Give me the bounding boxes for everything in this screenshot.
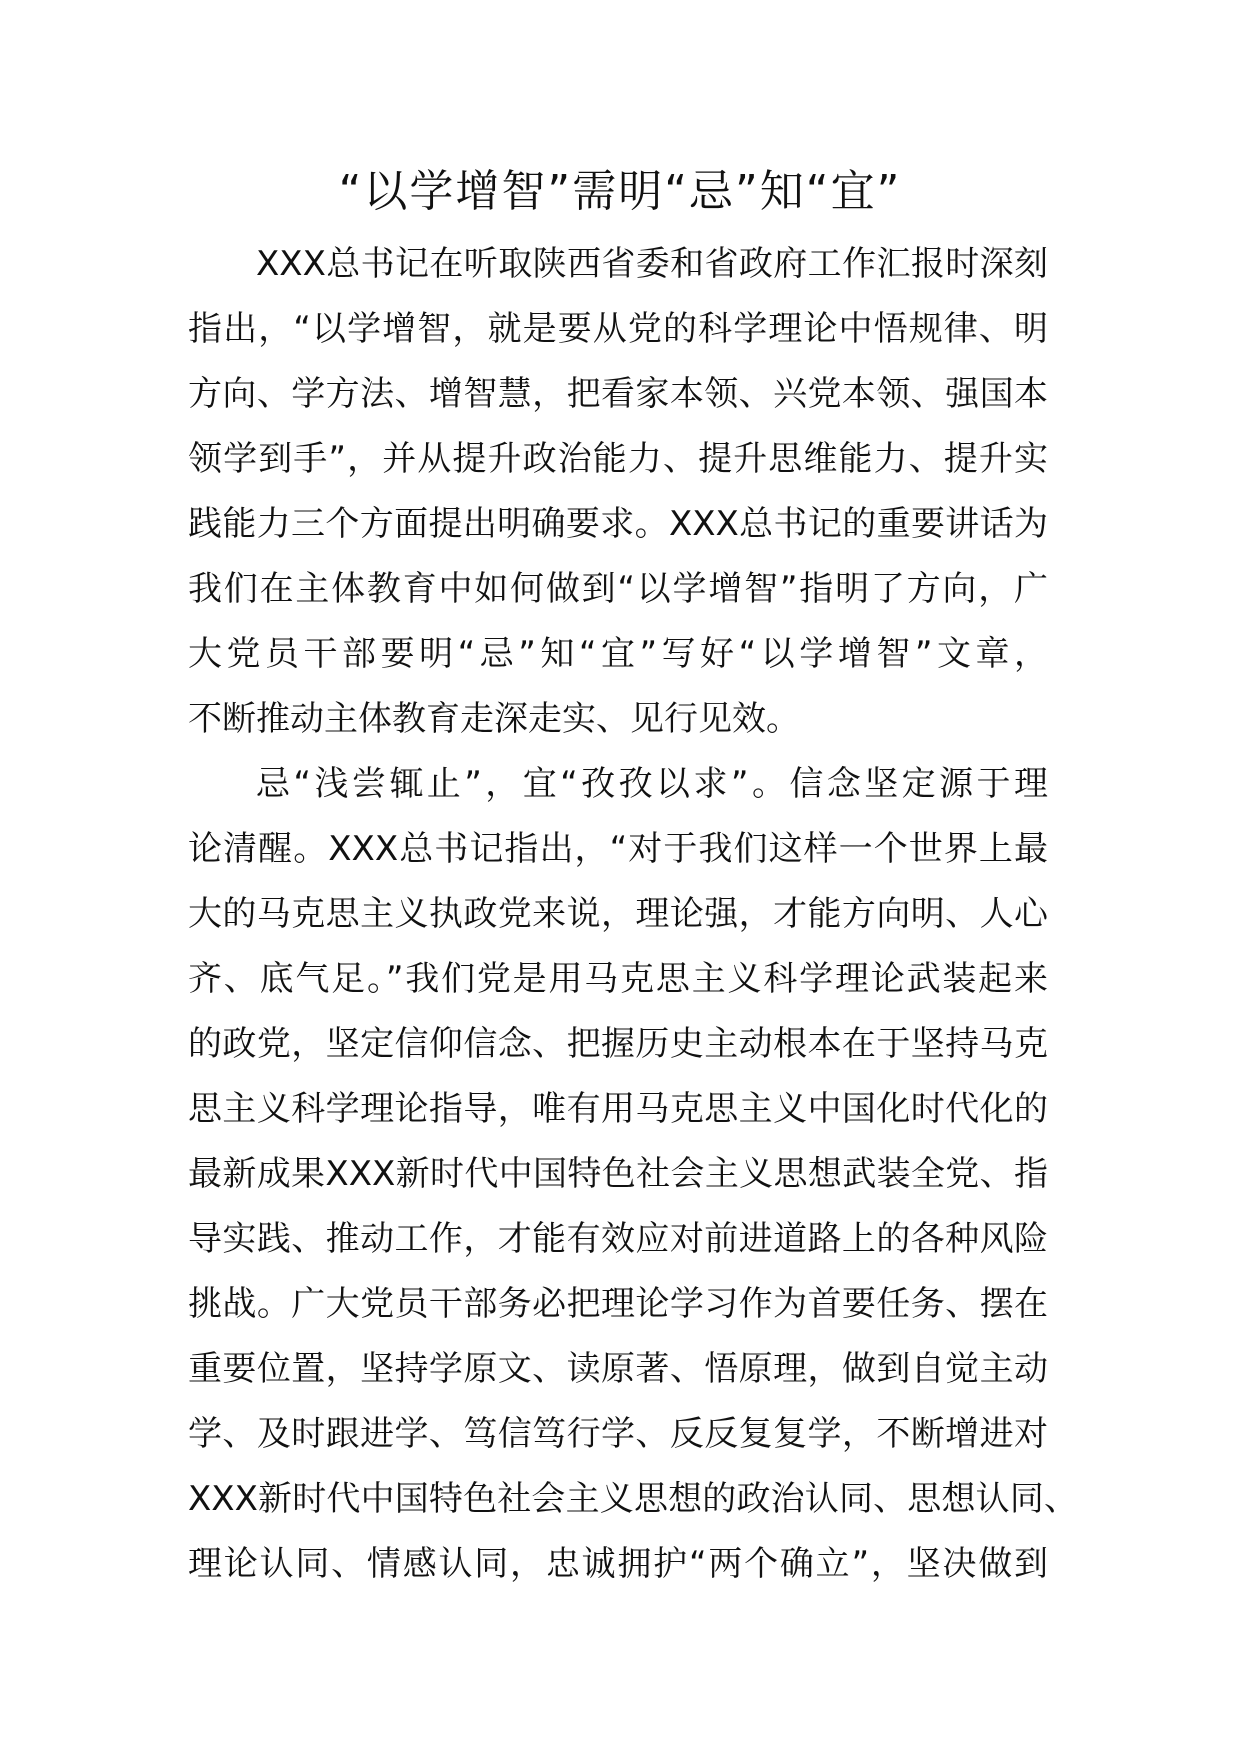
text-line: 忌“浅尝辄止”，宜“孜孜以求”。信念坚定源于理 <box>256 764 1048 804</box>
text-line: XXX新时代中国特色社会主义思想的政治认同、思想认同、 <box>188 1479 1078 1519</box>
text-line: 最新成果XXX新时代中国特色社会主义思想武装全党、指 <box>188 1154 1048 1194</box>
text-line: 导实践、推动工作，才能有效应对前进道路上的各种风险 <box>188 1219 1048 1259</box>
text-line: 方向、学方法、增智慧，把看家本领、兴党本领、强国本 <box>188 374 1048 414</box>
document-title: “以学增智”需明“忌”知“宜” <box>338 166 902 217</box>
text-line: 学、及时跟进学、笃信笃行学、反反复复学，不断增进对 <box>188 1414 1048 1454</box>
text-line: 践能力三个方面提出明确要求。XXX总书记的重要讲话为 <box>188 504 1048 544</box>
text-line: XXX总书记在听取陕西省委和省政府工作汇报时深刻 <box>256 244 1048 284</box>
text-line: 齐、底气足。”我们党是用马克思主义科学理论武装起来 <box>188 959 1048 999</box>
text-line: 领学到手”，并从提升政治能力、提升思维能力、提升实 <box>188 439 1048 479</box>
paragraph-1 <box>188 232 1048 752</box>
document-body <box>188 232 1078 1597</box>
text-line: 我们在主体教育中如何做到“以学增智”指明了方向，广 <box>188 569 1048 609</box>
text-line: 不断推动主体教育走深走实、见行见效。 <box>188 699 800 739</box>
text-line: 指出，“以学增智，就是要从党的科学理论中悟规律、明 <box>188 309 1048 349</box>
text-line: 的政党，坚定信仰信念、把握历史主动根本在于坚持马克 <box>188 1024 1048 1064</box>
text-line: 论清醒。XXX总书记指出，“对于我们这样一个世界上最 <box>188 829 1048 869</box>
paragraph-2 <box>188 752 1078 1597</box>
text-line: 思主义科学理论指导，唯有用马克思主义中国化时代化的 <box>188 1089 1048 1129</box>
text-line: 理论认同、情感认同，忠诚拥护“两个确立”，坚决做到 <box>188 1544 1048 1584</box>
text-line: 大的马克思主义执政党来说，理论强，才能方向明、人心 <box>188 894 1048 934</box>
text-line: 重要位置，坚持学原文、读原著、悟原理，做到自觉主动 <box>188 1349 1048 1389</box>
text-line: 挑战。广大党员干部务必把理论学习作为首要任务、摆在 <box>188 1284 1048 1324</box>
text-line: 大党员干部要明“忌”知“宜”写好“以学增智”文章， <box>188 634 1048 674</box>
